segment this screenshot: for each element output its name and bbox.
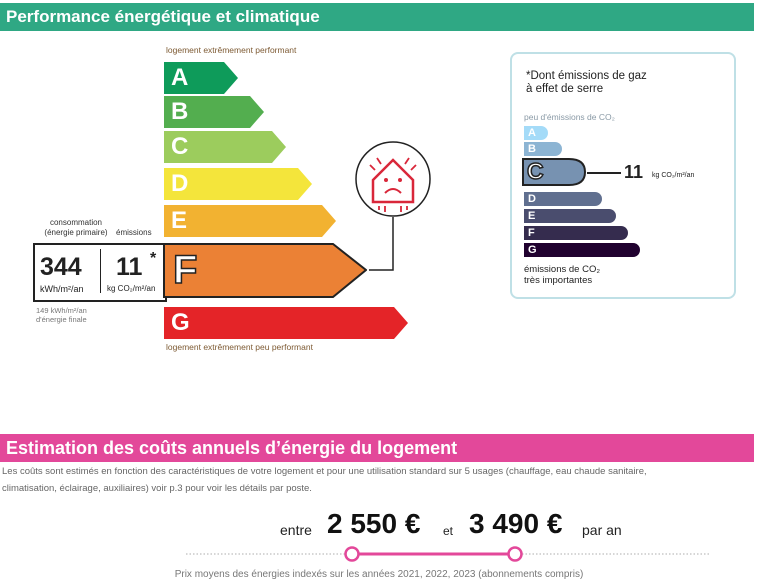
emissions-value: 11: [116, 253, 143, 281]
ges-bottom-caption-line2: très importantes: [524, 275, 593, 286]
dpe-class-letter: B: [171, 98, 189, 125]
ges-bottom-caption-line1: émissions de CO₂: [524, 264, 601, 275]
ges-title: [526, 70, 647, 96]
costs-description-line2: climatisation, éclairage, auxiliaires) voir p.3 pour voir les détails par poste.: [2, 483, 312, 494]
annual-costs-header: [0, 434, 754, 462]
dpe-class-bar-d: [164, 168, 312, 200]
ges-current-marker: [521, 157, 587, 192]
dpe-class-letter: G: [171, 309, 190, 336]
ges-class-bar-f: [524, 226, 628, 240]
ges-class-bar-a: [524, 126, 548, 140]
emissions-asterisk: *: [150, 250, 157, 267]
ges-class-bar-d: [524, 192, 602, 206]
ges-top-caption: peu d'émissions de CO₂: [524, 112, 615, 122]
section-title: Estimation des coûts annuels d’énergie du logement: [6, 438, 458, 458]
cost-range-bar: [180, 544, 720, 564]
consumption-label: [38, 218, 114, 238]
dpe-class-letter: E: [171, 207, 188, 234]
between-label: entre: [280, 522, 312, 538]
climate-icon: [355, 140, 435, 275]
dpe-class-shape: [164, 307, 408, 339]
consumption-label-line2: (énergie primaire): [44, 228, 108, 237]
ges-class-letter: A: [528, 127, 536, 139]
ges-unit: kg CO₂/m²/an: [652, 172, 695, 179]
dpe-top-caption: logement extrêmement performant: [166, 45, 297, 55]
final-energy-label: d'énergie finale: [36, 315, 87, 324]
final-energy-value: 149 kWh/m²/an: [36, 306, 87, 315]
ges-class-bar-e: [524, 209, 616, 223]
dpe-class-bar-e: [164, 205, 336, 237]
ges-class-letter: D: [528, 193, 536, 205]
current-class-bar: [163, 243, 367, 298]
ges-class-bar-b: [524, 142, 562, 156]
dpe-class-bar-g: [164, 307, 408, 339]
per-year-label: par an: [582, 522, 622, 538]
ges-class-letter: B: [528, 143, 536, 155]
ges-title-line1: *Dont émissions de gaz: [526, 70, 647, 82]
min-amount: 2 550 €: [327, 508, 421, 539]
emissions-label: émissions: [116, 228, 152, 237]
ges-value: 11: [624, 162, 644, 182]
min-marker: [346, 548, 359, 561]
max-marker: [509, 548, 522, 561]
ges-current-letter: C: [527, 158, 544, 184]
dpe-class-letter: D: [171, 170, 189, 197]
energy-performance-header: [0, 3, 754, 31]
prices-footnote: Prix moyens des énergies indexés sur les années 2021, 2022, 2023 (abonnements compris): [174, 569, 584, 580]
dpe-class-letter: C: [171, 133, 189, 160]
current-class-letter: F: [173, 248, 198, 292]
dpe-class-letter: A: [171, 64, 189, 91]
consumption-value: 344: [40, 253, 82, 281]
ges-class-letter: G: [528, 244, 537, 256]
dpe-class-shape: [164, 205, 336, 237]
costs-description-line1: Les coûts sont estimés en fonction des caractéristiques de votre logement et pour une utilisation standard sur 5 usages (chauffage, eau chaude sanitaire,: [2, 466, 647, 477]
and-label: et: [443, 524, 454, 538]
ges-class-letter: E: [528, 210, 536, 222]
dpe-class-bar-b: [164, 96, 264, 128]
ges-title-line2: à effet de serre: [526, 83, 604, 95]
costs-description: [2, 463, 754, 497]
final-energy: [36, 306, 87, 324]
ges-bottom-caption: [524, 264, 600, 286]
max-amount: 3 490 €: [469, 508, 563, 539]
consumption-unit: kWh/m²/an: [40, 284, 84, 294]
consumption-label-line1: consommation: [49, 218, 103, 227]
dpe-class-bar-c: [164, 131, 286, 163]
ges-connector: [587, 172, 621, 174]
value-divider: [100, 249, 101, 293]
dpe-class-bar-a: [164, 62, 238, 94]
emissions-unit: kg CO₂/m²/an: [107, 284, 156, 293]
dpe-bottom-caption: logement extrêmement peu performant: [166, 342, 313, 352]
ges-class-bar-g: [524, 243, 640, 257]
ges-class-letter: F: [528, 227, 535, 239]
section-title: Performance énergétique et climatique: [6, 7, 320, 26]
